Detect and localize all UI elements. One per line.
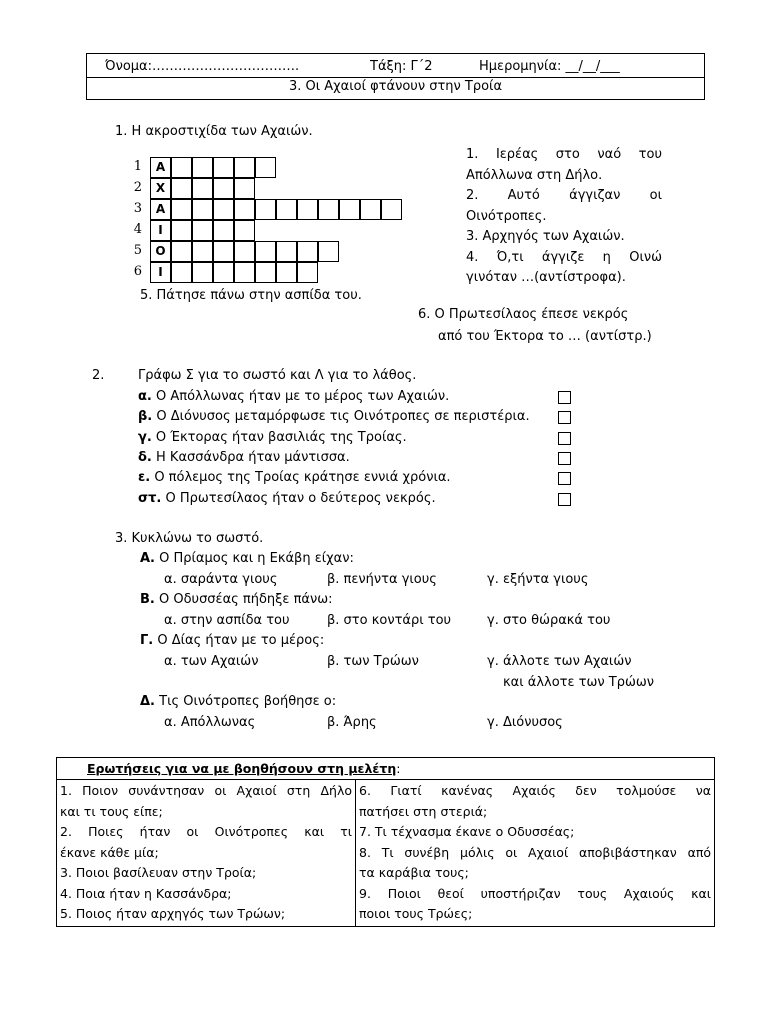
- clue-line: 2. Αυτό άγγιζαν οι: [466, 188, 662, 203]
- question-text: Ο Πρίαμος και η Εκάβη είχαν:: [155, 551, 354, 566]
- acrostic-empty-cell: [276, 199, 297, 220]
- acrostic-letter-cell: Α: [150, 157, 171, 178]
- item-text: Ο Απόλλωνας ήταν με το μέρος των Αχαιών.: [151, 389, 450, 404]
- item-letter: ε.: [138, 470, 151, 486]
- item-text: Ο Πρωτεσίλαος ήταν ο δεύτερος νεκρός.: [161, 490, 436, 506]
- study-question-line: 2. Ποιες ήταν οι Οινότροπες και τι: [60, 824, 352, 839]
- clues-block: [466, 145, 662, 289]
- acrostic-empty-cell: [360, 199, 381, 220]
- clue-5: 5. Πάτησε πάνω στην ασπίδα του.: [140, 288, 362, 303]
- study-heading: Ερωτήσεις για να με βοηθήσουν στη μελέτη: [87, 761, 397, 776]
- acrostic-empty-cell: [213, 220, 234, 241]
- mc-option[interactable]: β. στο κοντάρι του: [327, 613, 452, 628]
- acrostic-empty-cell: [213, 157, 234, 178]
- acrostic-row-number: 5: [133, 243, 142, 258]
- section2-number: 2.: [92, 368, 105, 383]
- acrostic-empty-cell: [192, 178, 213, 199]
- acrostic-empty-cell: [171, 241, 192, 262]
- acrostic-empty-cell: [339, 199, 360, 220]
- acrostic-empty-cell: [171, 262, 192, 283]
- acrostic-row-number: 2: [133, 180, 142, 195]
- acrostic-empty-cell: [255, 199, 276, 220]
- acrostic-empty-cell: [213, 241, 234, 262]
- question-letter: Δ.: [140, 694, 155, 709]
- study-question-line: 7. Τι τέχνασμα έκανε ο Οδυσσέας;: [359, 824, 575, 839]
- question-letter: Β.: [140, 592, 155, 607]
- question-letter: Α.: [140, 551, 155, 566]
- study-heading-cell: [57, 758, 715, 780]
- item-text: Ο πόλεμος της Τροίας κράτησε εννιά χρόνια.: [150, 470, 451, 486]
- study-question-line: 5. Ποιος ήταν αρχηγός των Τρώων;: [60, 906, 286, 921]
- acrostic-empty-cell: [297, 241, 318, 262]
- clue-6-line2: από του Έκτορα το … (αντίστρ.): [438, 329, 652, 344]
- acrostic-letter-cell: Χ: [150, 178, 171, 199]
- clue-line: 1. Ιερέας στο ναό του: [466, 147, 662, 162]
- item-text: Ο Διόνυσος μεταμόρφωσε τις Οινότροπες σε περιστέρια.: [152, 409, 530, 425]
- study-question-line: ποιοι τους Τρώες;: [359, 906, 473, 921]
- study-question-line: 9. Ποιοι θεοί υποστήριζαν τους Αχαιούς και: [359, 885, 711, 901]
- study-question-line: πατήσει στη στεριά;: [359, 803, 488, 819]
- item-letter: α.: [138, 389, 152, 404]
- acrostic-row-number: 6: [133, 264, 142, 279]
- acrostic-empty-cell: [192, 241, 213, 262]
- answer-checkbox[interactable]: [558, 411, 571, 424]
- acrostic-empty-cell: [234, 262, 255, 283]
- acrostic-empty-cell: [297, 199, 318, 220]
- mc-question: [140, 592, 333, 607]
- mc-option[interactable]: α. στην ασπίδα του: [164, 613, 290, 628]
- acrostic-empty-cell: [213, 178, 234, 199]
- acrostic-row-number: 3: [133, 201, 142, 216]
- section1-title: 1. Η ακροστιχίδα των Αχαιών.: [115, 124, 313, 139]
- question-text: Ο Οδυσσέας πήδηξε πάνω:: [154, 592, 333, 607]
- answer-checkbox[interactable]: [558, 432, 571, 445]
- study-question-line: τα καράβια τους;: [359, 865, 469, 880]
- acrostic-empty-cell: [234, 199, 255, 220]
- true-false-item: [138, 491, 436, 506]
- question-text: Ο Δίας ήταν με το μέρος:: [153, 633, 325, 648]
- header-divider: [87, 77, 704, 78]
- study-question-line: 8. Τι συνέβη μόλις οι Αχαιοί αποβιβάστηκαν από: [359, 844, 711, 860]
- clue-line: Απόλλωνα στη Δήλο.: [466, 167, 603, 183]
- acrostic-empty-cell: [192, 199, 213, 220]
- acrostic-empty-cell: [318, 199, 339, 220]
- mc-option[interactable]: α. Απόλλωνας: [164, 715, 256, 730]
- study-question-line: 6. Γιατί κανένας Αχαιός δεν τολμούσε να: [359, 783, 711, 798]
- study-question-line: έκανε κάθε μία;: [60, 844, 159, 860]
- acrostic-empty-cell: [234, 157, 255, 178]
- mc-question: [140, 551, 354, 566]
- lesson-title: 3. Οι Αχαιοί φτάνουν στην Τροία: [288, 79, 503, 94]
- item-letter: δ.: [138, 449, 152, 465]
- true-false-item: [138, 450, 350, 465]
- mc-option[interactable]: β. των Τρώων: [327, 654, 419, 669]
- item-letter: β.: [138, 409, 153, 425]
- answer-checkbox[interactable]: [558, 391, 571, 404]
- item-letter: γ.: [138, 429, 152, 445]
- acrostic-empty-cell: [192, 220, 213, 241]
- date-label: Ημερομηνία: __/__/___: [479, 59, 620, 74]
- true-false-item: [138, 430, 407, 445]
- acrostic-row-number: 1: [133, 159, 142, 174]
- clue-line: γινόταν …(αντίστροφα).: [466, 270, 626, 285]
- mc-option[interactable]: β. Άρης: [327, 715, 377, 730]
- acrostic-letter-cell: Ι: [150, 220, 171, 241]
- clue-line: 4. Ό,τι άγγιζε η Οινώ: [466, 249, 662, 265]
- clue-line: Οινότροπες.: [466, 208, 547, 224]
- mc-option[interactable]: α. των Αχαιών: [164, 654, 259, 669]
- acrostic-empty-cell: [234, 178, 255, 199]
- mc-question: [140, 633, 324, 648]
- answer-checkbox[interactable]: [558, 452, 571, 465]
- study-question-line: και τι τους είπε;: [60, 803, 163, 819]
- item-text: Η Κασσάνδρα ήταν μάντισσα.: [151, 449, 350, 465]
- acrostic-letter-cell: Ι: [150, 262, 171, 283]
- clue-6-line1: 6. Ο Πρωτεσίλαος έπεσε νεκρός: [418, 307, 629, 322]
- name-field-label: Όνομα:…………………………….: [105, 59, 300, 74]
- study-question-line: 3. Ποιοι βασίλευαν στην Τροία;: [60, 865, 257, 880]
- mc-option[interactable]: α. σαράντα γιους: [164, 572, 278, 587]
- acrostic-empty-cell: [276, 262, 297, 283]
- acrostic-empty-cell: [255, 157, 276, 178]
- answer-checkbox[interactable]: [558, 493, 571, 506]
- acrostic-empty-cell: [318, 241, 339, 262]
- acrostic-letter-cell: Α: [150, 199, 171, 220]
- acrostic-empty-cell: [381, 199, 402, 220]
- study-heading-suffix: :: [396, 761, 401, 776]
- study-right-column: [356, 780, 715, 927]
- acrostic-empty-cell: [171, 220, 192, 241]
- mc-option[interactable]: γ. άλλοτε των Αχαιών: [487, 654, 632, 669]
- acrostic-empty-cell: [276, 241, 297, 262]
- question-text: Τις Οινότροπες βοήθησε ο:: [155, 694, 337, 709]
- acrostic-empty-cell: [255, 241, 276, 262]
- study-question-line: 1. Ποιον συνάντησαν οι Αχαιοί στη Δήλο: [60, 783, 352, 798]
- acrostic-empty-cell: [213, 262, 234, 283]
- class-label: Τάξη: Γ΄2: [370, 59, 433, 74]
- mc-option[interactable]: β. πενήντα γιους: [327, 572, 437, 587]
- mc-option[interactable]: γ. εξήντα γιους: [487, 572, 589, 587]
- item-letter: στ.: [138, 490, 162, 506]
- acrostic-empty-cell: [255, 262, 276, 283]
- acrostic-empty-cell: [171, 178, 192, 199]
- acrostic-empty-cell: [192, 262, 213, 283]
- header-box: [86, 53, 705, 100]
- mc-question: [140, 694, 336, 709]
- acrostic-letter-cell: Ο: [150, 241, 171, 262]
- acrostic-empty-cell: [213, 199, 234, 220]
- study-questions-table: [56, 757, 715, 927]
- clue-line: 3. Αρχηγός των Αχαιών.: [466, 229, 625, 244]
- answer-checkbox[interactable]: [558, 472, 571, 485]
- acrostic-empty-cell: [234, 241, 255, 262]
- mc-option-continuation: και άλλοτε των Τρώων: [503, 675, 654, 690]
- mc-option[interactable]: γ. στο θώρακά του: [487, 613, 611, 628]
- question-letter: Γ.: [140, 633, 154, 648]
- section2-title: Γράφω Σ για το σωστό και Λ για το λάθος.: [138, 368, 417, 383]
- study-question-line: 4. Ποια ήταν η Κασσάνδρα;: [60, 885, 232, 901]
- section3-title: 3. Κυκλώνω το σωστό.: [115, 531, 264, 546]
- true-false-item: [138, 389, 449, 404]
- true-false-item: [138, 409, 530, 424]
- acrostic-empty-cell: [192, 157, 213, 178]
- acrostic-empty-cell: [171, 199, 192, 220]
- acrostic-empty-cell: [171, 157, 192, 178]
- acrostic-row-number: 4: [133, 222, 142, 237]
- acrostic-empty-cell: [297, 262, 318, 283]
- true-false-item: [138, 470, 451, 485]
- study-left-column: [57, 780, 356, 927]
- item-text: Ο Έκτορας ήταν βασιλιάς της Τροίας.: [151, 429, 407, 445]
- mc-option[interactable]: γ. Διόνυσος: [487, 715, 563, 730]
- acrostic-empty-cell: [234, 220, 255, 241]
